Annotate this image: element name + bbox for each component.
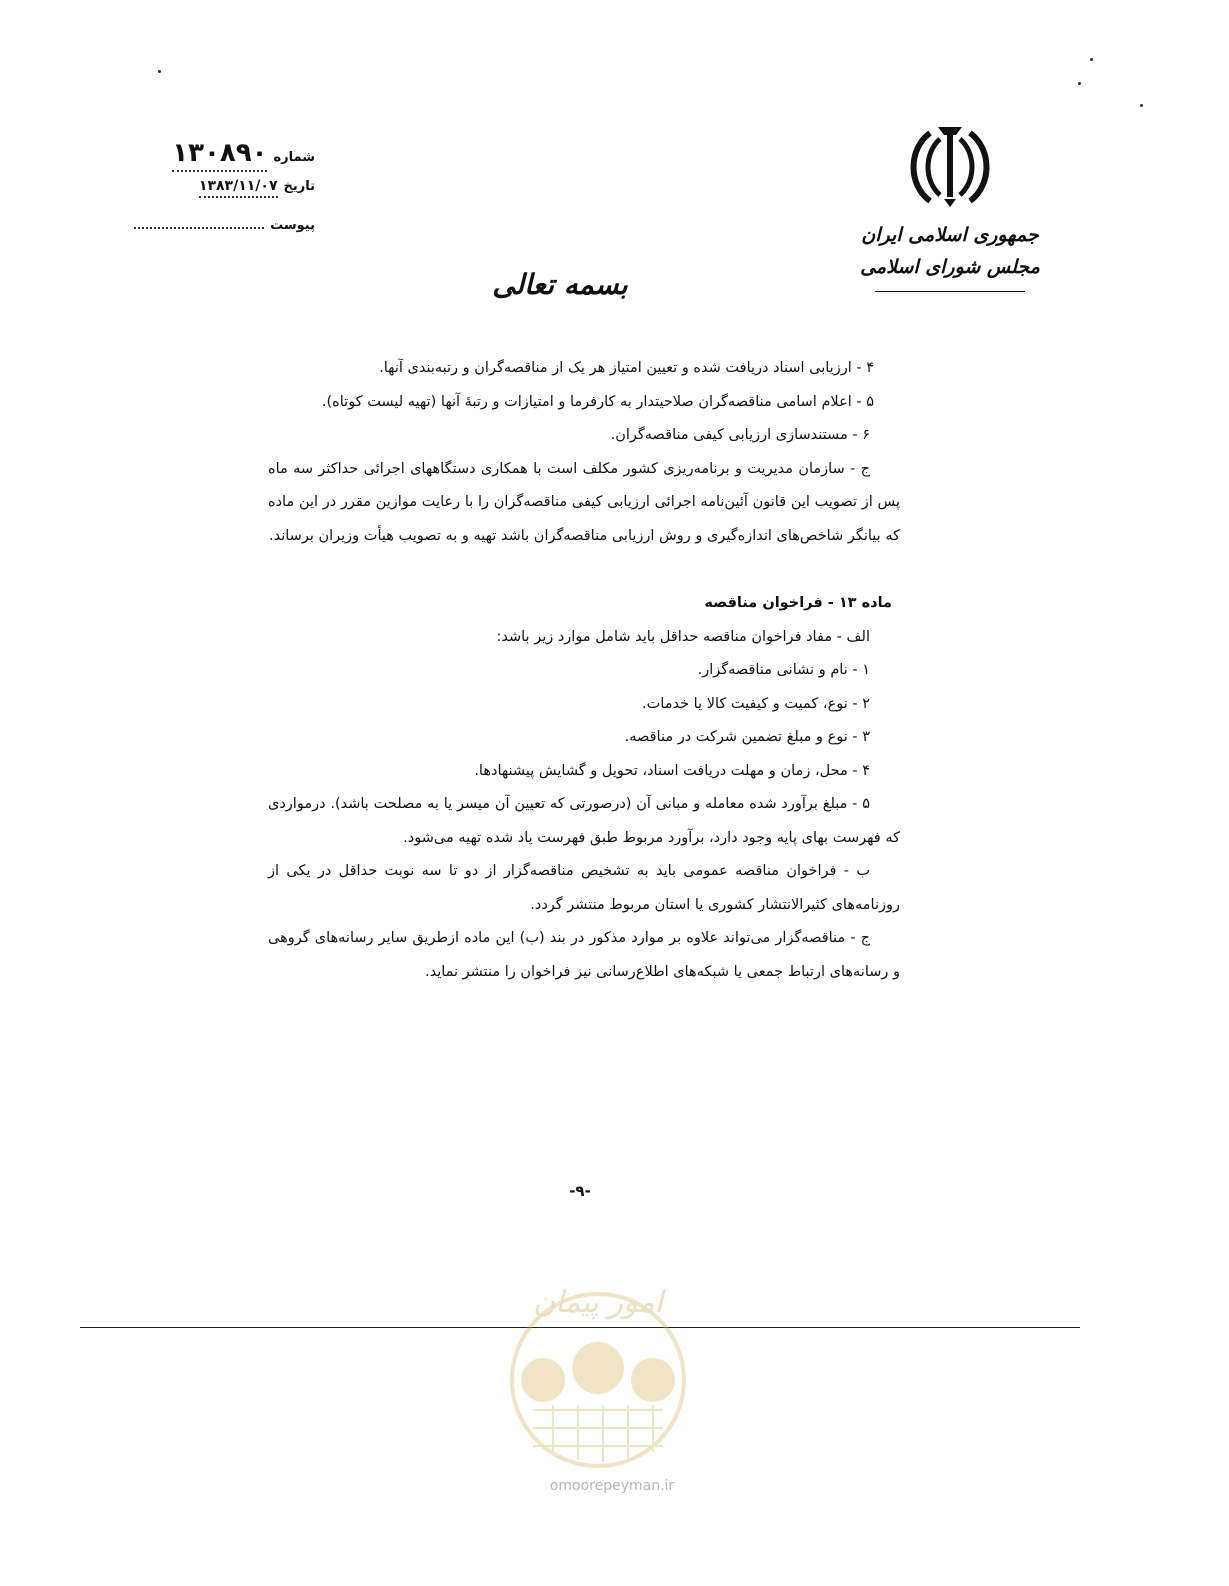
country-name: جمهوری اسلامی ایران (861, 224, 1039, 246)
watermark-site: omoorepeyman.ir (549, 1478, 675, 1494)
article-heading: ماده ۱۳ - فراخوان مناقصه (704, 595, 892, 611)
list-item: ۵ - مبلغ برآورد شده معامله و مبانی آن (درصورتی که تعیین آن میسر یا به مصلحت باشد). درمواردی که فهرست بهای پایه وجود دارد، برآورد مربوط طبق فهرست یاد شده تهیه می‌شود. (268, 796, 900, 846)
scan-speck (1078, 82, 1081, 85)
letter-number-row (115, 138, 315, 178)
paragraph: ۴ - ارزیابی اسناد دریافت شده و تعیین امتیاز هر یک از مناقصه‌گران و رتبه‌بندی آنها. (379, 360, 874, 376)
organization-name: مجلس شورای اسلامی (860, 256, 1040, 278)
paragraph: ج - مناقصه‌گزار می‌تواند علاوه بر موارد مذکور در بند (ب) این ماده ازطریق سایر رسانه‌های گروهی و رسانه‌های ارتباط جمعی یا شبکه‌های اطلاع‌رسانی نیز فراخوان را منتشر نماید. (268, 930, 900, 980)
paragraph: ۵ - اعلام اسامی مناقصه‌گران صلاحیتدار به کارفرما و امتیازات و رتبهٔ آنها (تهیه لیست کوتاه). (321, 393, 874, 410)
letterhead-divider (875, 291, 1025, 292)
list-item: ۴ - محل، زمان و مهلت دریافت اسناد، تحویل و گشایش پیشنهادها. (474, 762, 870, 779)
watermark-logo-icon (503, 1240, 693, 1480)
list-item: ۳ - نوع و مبلغ تضمین شرکت در مناقصه. (624, 729, 870, 745)
letter-meta (115, 138, 315, 258)
letter-attachment-row (115, 218, 315, 258)
paragraph: الف - مفاد فراخوان مناقصه حداقل باید شامل موارد زیر باشد: (496, 628, 870, 645)
list-item: ۱ - نام و نشانی مناقصه‌گزار. (697, 662, 870, 678)
document-body (268, 352, 900, 989)
date-label: تاریخ (283, 179, 315, 194)
iran-emblem-icon (900, 125, 1000, 209)
paragraph: ۶ - مستندسازی ارزیابی کیفی مناقصه‌گران. (610, 427, 870, 443)
scan-speck (1090, 58, 1093, 61)
number-label: شماره (273, 150, 315, 165)
paragraph: ج - سازمان مدیریت و برنامه‌ریزی کشور مکلف است با همکاری دستگاههای اجرائی حداکثر سه ماه پس از تصویب این قانون آئین‌نامه اجرائی ارزیابی کیفی مناقصه‌گران را با رعایت موازین مقرر در این ماده که بیانگر شاخص‌های اندازه‌گیری و روش ارزیابی مناقصه‌گران باشد تهیه و به تصویب هیأت وزیران برساند. (268, 460, 900, 544)
letter-date: ۱۳۸۳/۱۱/۰۷ (199, 178, 278, 198)
letter-date-row (115, 178, 315, 218)
bismillah-heading: بسمه تعالی (492, 268, 628, 301)
letterhead (860, 125, 1040, 292)
page-number: -۹- (569, 1182, 591, 1200)
attachment-label: پیوست (270, 218, 315, 233)
attachment-blank (134, 225, 264, 229)
scan-speck (1140, 104, 1143, 107)
watermark-text: امور پیمان (533, 1285, 663, 1320)
scan-speck (158, 70, 161, 73)
list-item: ۲ - نوع، کمیت و کیفیت کالا یا خدمات. (642, 695, 870, 712)
letter-number: ۱۳۰۸۹۰ (172, 138, 267, 172)
paragraph: ب - فراخوان مناقصه عمومی باید به تشخیص مناقصه‌گزار از دو تا سه نوبت حداقل در یکی از روزنامه‌های کثیرالانتشار کشوری یا استان مربوط منتشر گردد. (268, 863, 900, 913)
